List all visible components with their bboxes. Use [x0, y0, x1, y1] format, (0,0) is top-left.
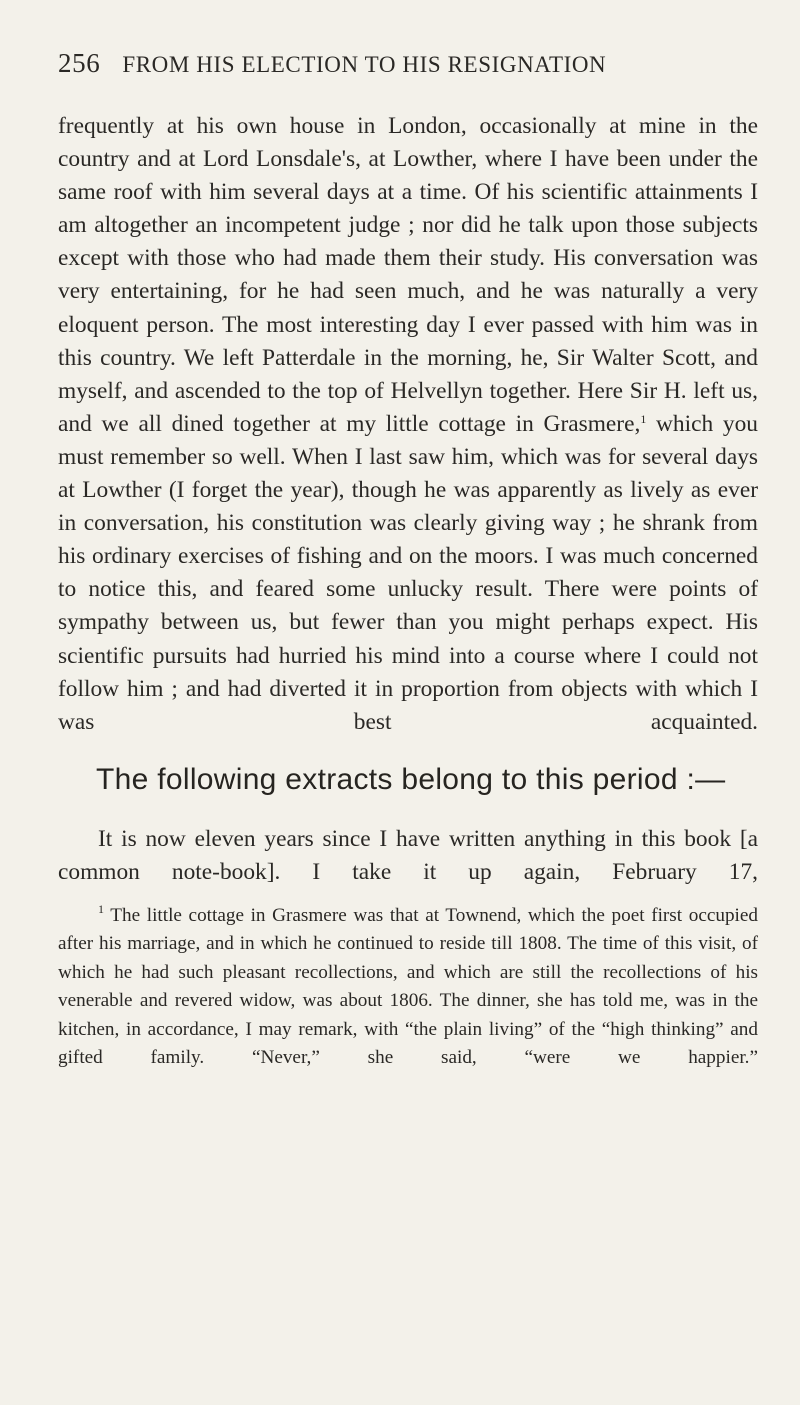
running-header	[58, 48, 758, 79]
section-subheading: The following extracts belong to this period :—	[96, 763, 726, 796]
extract-text	[58, 823, 758, 889]
extract-paragraph: It is now eleven years since I have written anything in this book [a common note-book]. I take it up again, February 17,	[58, 826, 758, 885]
running-title: FROM HIS ELECTION TO HIS RESIGNATION	[122, 52, 607, 77]
footnote	[58, 902, 758, 1072]
main-paragraph	[58, 110, 758, 739]
paragraph-before-note: frequently at his own house in London, occasionally at mine in the country and at Lord Lonsdale's, at Lowther, where I have been under the same roof with him several days at a time. Of his scientific attainments I am altogether an incompetent judge ; nor did he talk upon those subjects except with those who had made them their study. His conversation was very entertaining, for he had seen much, and he was naturally a very eloquent person. The most interesting day I ever passed with him was in this country. We left Patterdale in the morning, he, Sir Walter Scott, and myself, and ascended to the top of Helvellyn together. Here Sir H. left us, and we all dined together at my little cottage in Grasmere,	[58, 113, 758, 437]
footnote-reference: 1	[640, 411, 647, 426]
main-text	[58, 110, 758, 739]
page-number: 256	[58, 48, 101, 78]
footnote-marker: 1	[98, 902, 104, 916]
paragraph-after-note: which you must remember so well. When I last saw him, which was for several days at Lowther (I forget the year), though he was apparently as lively as ever in conversation, his constitution was clearly giving way ; he shrank from his ordinary exercises of fishing and on the moors. I was much concerned to notice this, and feared some unlucky result. There were points of sympathy between us, but fewer than you might perhaps expect. His scientific pursuits had hurried his mind into a course where I could not follow him ; and had diverted it in proportion from objects with which I was best acquainted.	[58, 410, 758, 735]
footnote-text: The little cottage in Grasmere was that at Townend, which the poet first occupied after his marriage, and in which he continued to reside till 1808. The time of this visit, of which he had such pleasant recollections, and which are still the recollections of his venerable and revered widow, was about 1806. The dinner, she has told me, was in the kitchen, in accordance, I may remark, with “the plain living” of the “high thinking” and gifted family. “Never,” she said, “were we happier.”	[58, 905, 758, 1069]
footnote-paragraph	[58, 902, 758, 1072]
